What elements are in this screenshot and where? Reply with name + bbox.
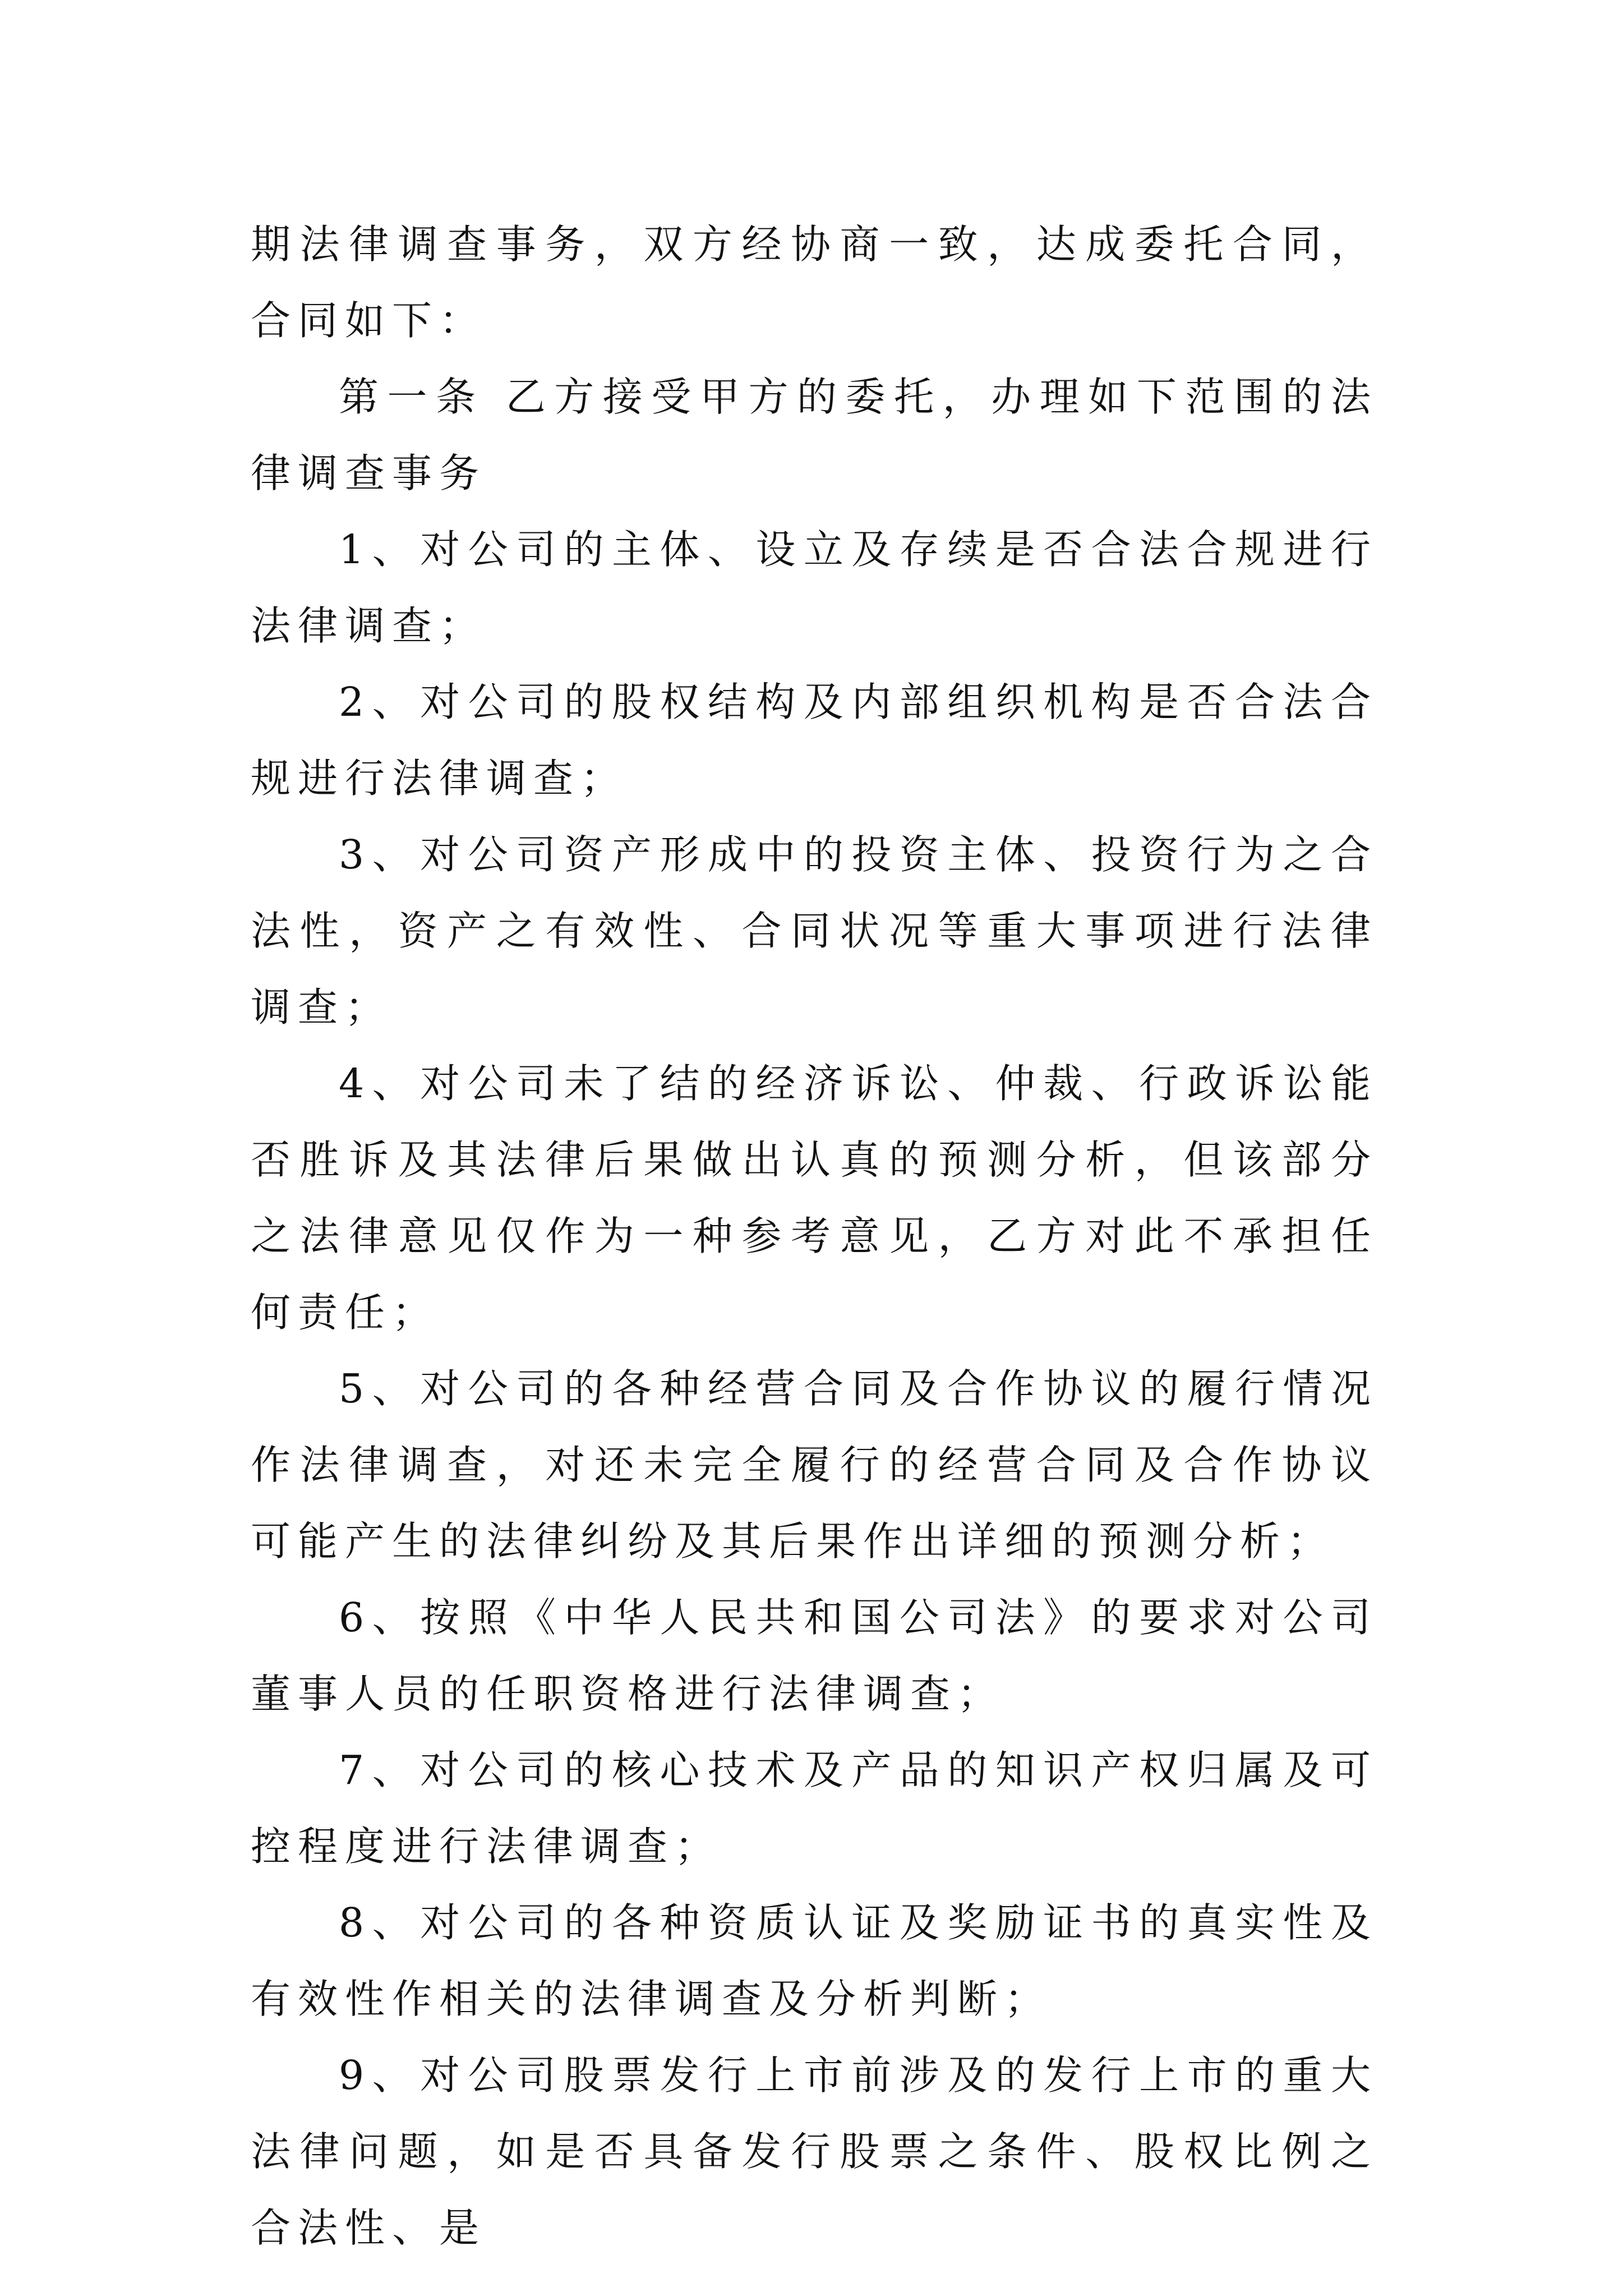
list-item-9: 9、对公司股票发行上市前涉及的发行上市的重大法律问题，如是否具备发行股票之条件、股权比例之合法性、是 xyxy=(251,2052,1378,2251)
list-item-8: 8、对公司的各种资质认证及奖励证书的真实性及有效性作相关的法律调查及分析判断； xyxy=(251,1899,1378,2022)
list-item-5: 5、对公司的各种经营合同及合作协议的履行情况作法律调查，对还未完全履行的经营合同及合作协议可能产生的法律纠纷及其后果作出详细的预测分析； xyxy=(251,1365,1378,1565)
list-item-3: 3、对公司资产形成中的投资主体、投资行为之合法性，资产之有效性、合同状况等重大事项进行法律调查； xyxy=(251,831,1378,1030)
paragraph-article-one: 第一条 乙方接受甲方的委托，办理如下范围的法律调查事务 xyxy=(251,374,1378,496)
list-item-2: 2、对公司的股权结构及内部组织机构是否合法合规进行法律调查； xyxy=(251,679,1378,802)
document-body xyxy=(251,206,1378,2266)
list-item-6: 6、按照《中华人民共和国公司法》的要求对公司董事人员的任职资格进行法律调查； xyxy=(251,1594,1378,1717)
paragraph-continuation: 期法律调查事务，双方经协商一致，达成委托合同，合同如下： xyxy=(251,221,1378,344)
list-item-1: 1、对公司的主体、设立及存续是否合法合规进行法律调查； xyxy=(251,526,1378,649)
list-item-7: 7、对公司的核心技术及产品的知识产权归属及可控程度进行法律调查； xyxy=(251,1747,1378,1870)
list-item-4: 4、对公司未了结的经济诉讼、仲裁、行政诉讼能否胜诉及其法律后果做出认真的预测分析，但该部分之法律意见仅作为一种参考意见，乙方对此不承担任何责任； xyxy=(251,1060,1378,1336)
